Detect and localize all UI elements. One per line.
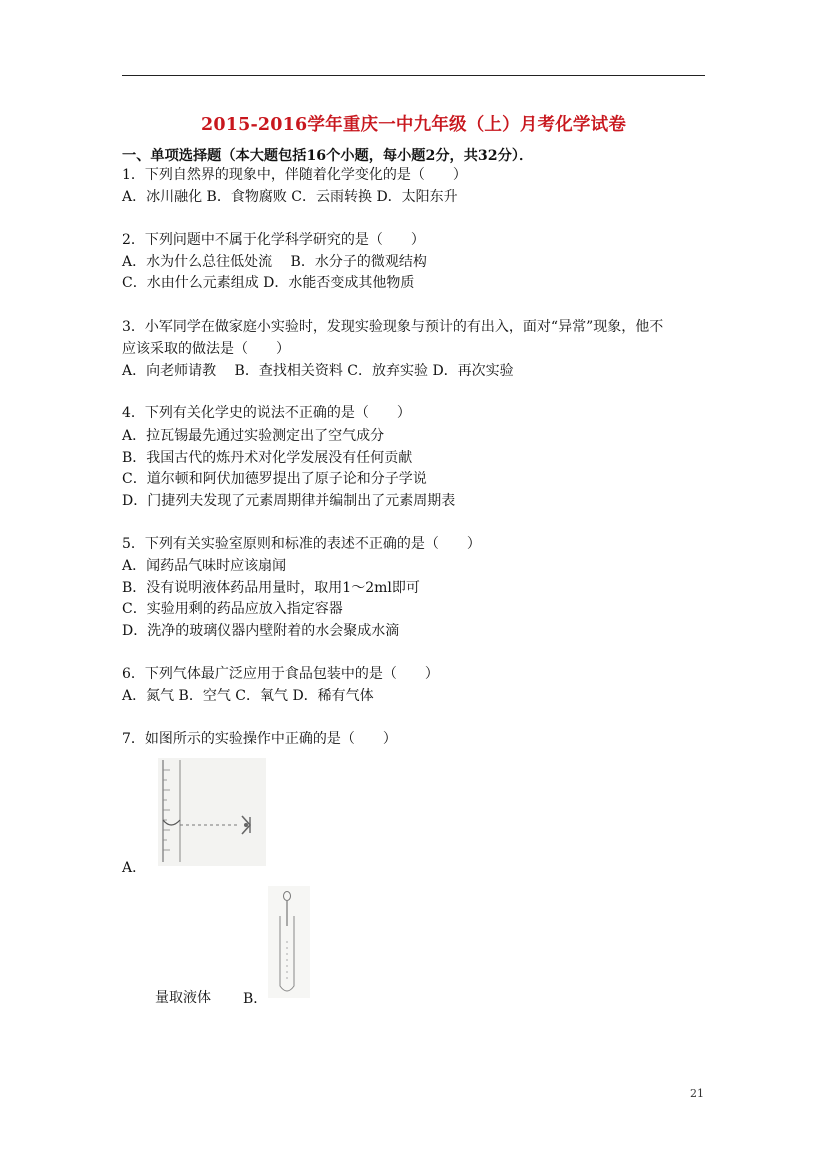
question-5-option-c: C．实验用剩的药品应放入指定容器 — [122, 601, 343, 617]
figure-b-label: B． — [243, 991, 268, 1007]
question-4-option-a: A．拉瓦锡最先通过实验测定出了空气成分 — [122, 428, 385, 444]
question-4-option-c: C．道尔顿和阿伏加德罗提出了原子论和分子学说 — [122, 471, 427, 487]
question-4-stem: 4．下列有关化学史的说法不正确的是（ ） — [122, 405, 411, 421]
test-tube-icon — [268, 886, 310, 998]
figure-a-label: A． — [122, 860, 147, 876]
question-5-option-b: B．没有说明液体药品用量时，取用1～2ml即可 — [122, 580, 420, 596]
question-1-options: A．冰川融化 B．食物腐败 C．云雨转换 D．太阳东升 — [122, 189, 458, 205]
question-5-option-d: D．洗净的玻璃仪器内壁附着的水会聚成水滴 — [122, 623, 400, 639]
question-1-stem: 1．下列自然界的现象中，伴随着化学变化的是（ ） — [122, 167, 467, 183]
graduated-cylinder-icon — [158, 758, 266, 866]
question-2-stem: 2．下列问题中不属于化学科学研究的是（ ） — [122, 232, 425, 248]
header-rule — [122, 75, 705, 76]
question-4-option-b: B．我国古代的炼丹术对化学发展没有任何贡献 — [122, 450, 413, 466]
question-7-stem: 7．如图所示的实验操作中正确的是（ ） — [122, 731, 397, 747]
question-5-option-a: A．闻药品气味时应该扇闻 — [122, 558, 287, 574]
question-6-options: A．氮气 B．空气 C．氧气 D．稀有气体 — [122, 688, 374, 704]
question-3-stem-cont: 应该采取的做法是（ ） — [122, 341, 290, 357]
question-2-options-ab: A．水为什么总往低处流 B．水分子的微观结构 — [122, 254, 427, 270]
question-2-options-cd: C．水由什么元素组成 D．水能否变成其他物质 — [122, 275, 415, 291]
question-5-stem: 5．下列有关实验室原则和标准的表述不正确的是（ ） — [122, 536, 481, 552]
test-tube-image — [268, 886, 310, 998]
question-3-stem: 3．小军同学在做家庭小实验时，发现实验现象与预计的有出入，面对“异常”现象，他不 — [122, 319, 664, 335]
question-6-stem: 6．下列气体最广泛应用于食品包装中的是（ ） — [122, 666, 439, 682]
section-heading: 一、单项选择题（本大题包括16个小题，每小题2分，共32分）． — [122, 148, 534, 164]
page-title: 2015-2016学年重庆一中九年级（上）月考化学试卷 — [200, 115, 627, 135]
graduated-cylinder-reading-image — [158, 758, 266, 866]
question-4-option-d: D．门捷列夫发现了元素周期律并编制出了元素周期表 — [122, 493, 456, 509]
figure-a-caption: 量取液体 — [155, 990, 211, 1006]
page-number: 21 — [690, 1087, 704, 1100]
question-3-options: A．向老师请教 B．查找相关资料 C．放弃实验 D．再次实验 — [122, 363, 514, 379]
